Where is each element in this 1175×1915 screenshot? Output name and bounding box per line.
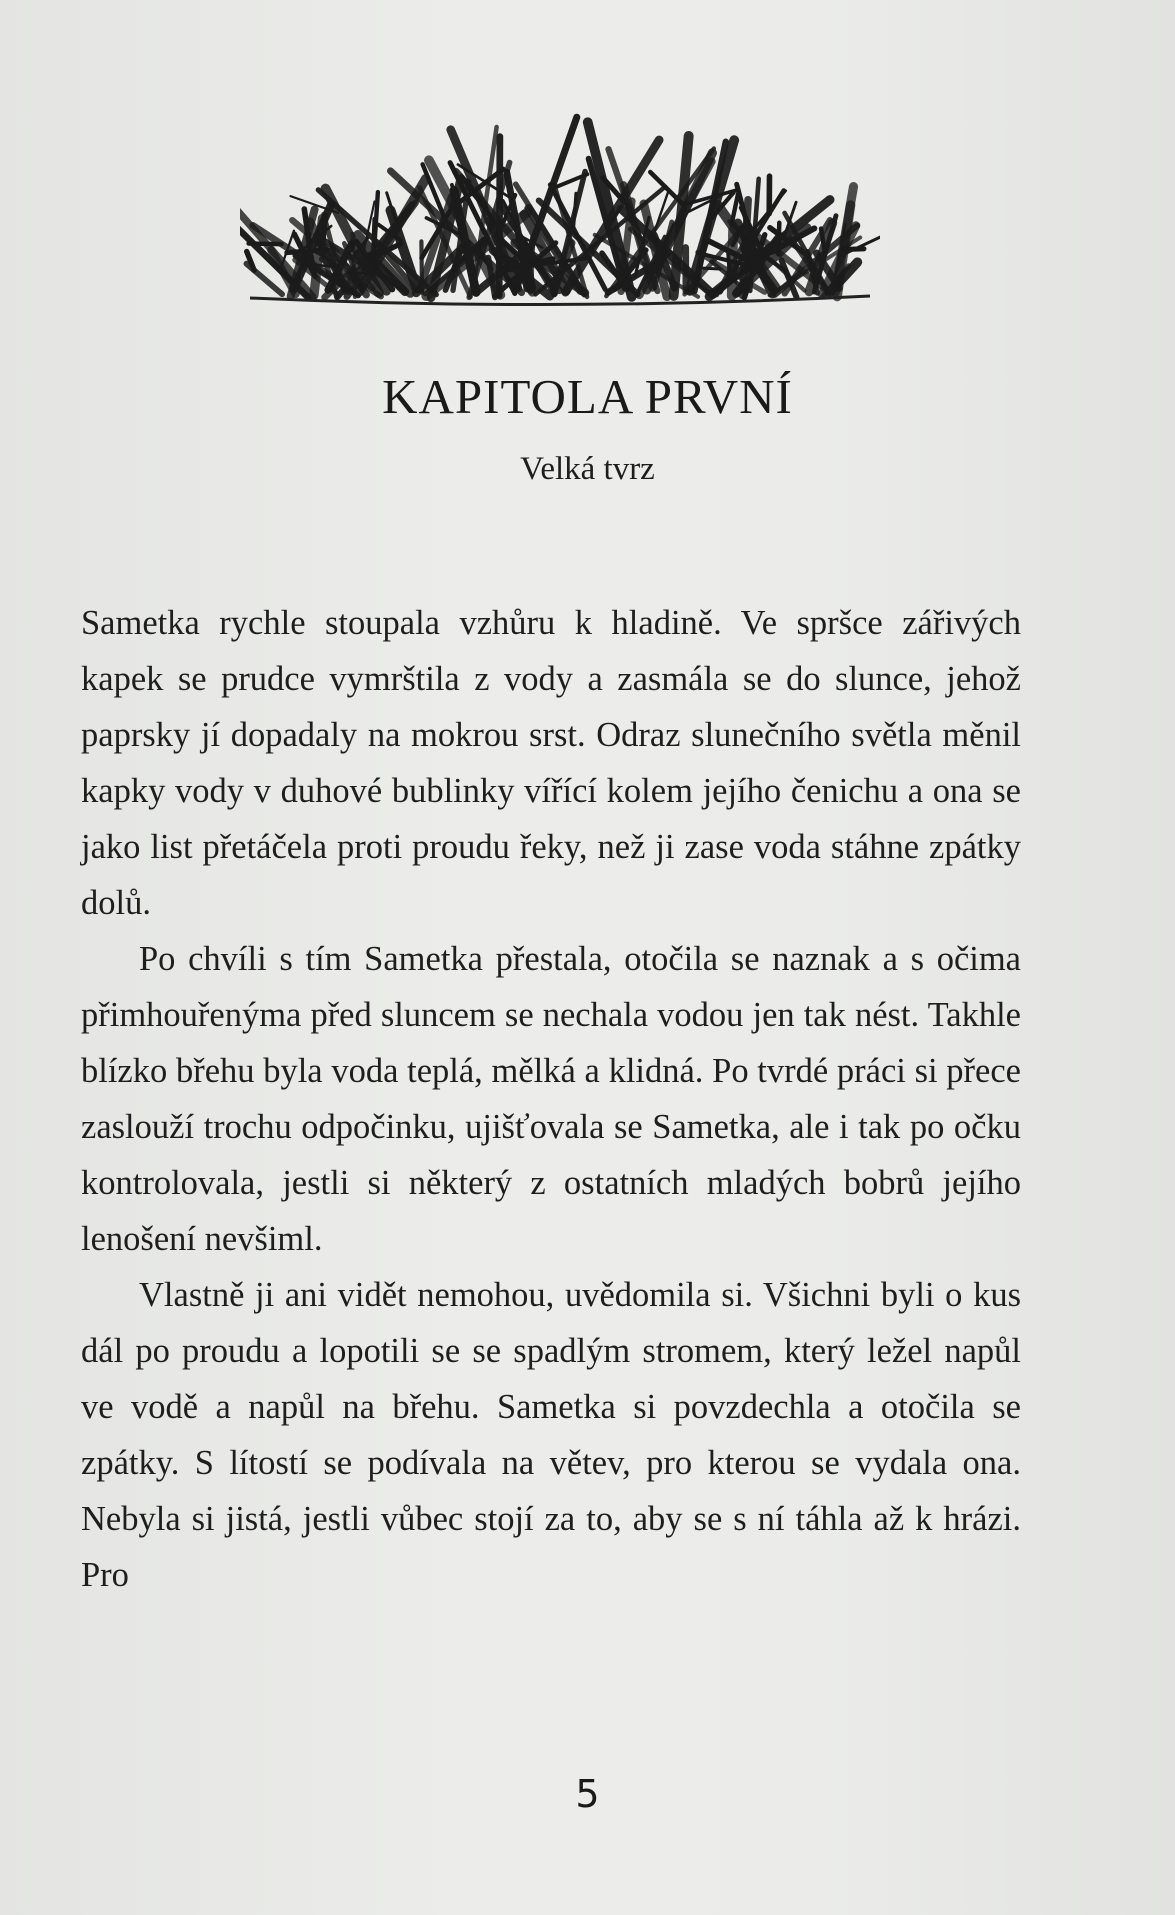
paragraph-3: Vlastně ji ani vidět nemohou, uvědomila si. Všichni byli o kus dál po proudu a lopotili se se spadlým stromem, který ležel napůl ve vodě a napůl na břehu. Sametka si povzdechla a otočila se zpátky. S lítostí se podívala na větev, pro kterou se vydala ona. Nebyla si jistá, jestli vůbec stojí za to, aby se s ní táhla až k hrázi. Pro bbox=[81, 1276, 1021, 1594]
reed-bush-illustration bbox=[240, 60, 880, 322]
chapter-subtitle: Velká tvrz bbox=[520, 451, 655, 487]
paragraph-1: Sametka rychle stoupala vzhůru k hladině. Ve spršce zářivých kapek se prudce vymrštila z vody a zasmála se do slunce, jehož paprsky jí dopadaly na mokrou srst. Odraz slunečního světla měnil kapky vody v duhové bublinky vířící kolem jejího čenichu a ona se jako list přetáčela proti proudu řeky, než ji zase voda stáhne zpátky dolů. bbox=[81, 604, 1021, 922]
paragraph-2: Po chvíli s tím Sametka přestala, otočila se naznak a s očima přimhouřenýma před sluncem se nechala vodou jen tak nést. Takhle blízko břehu byla voda teplá, mělká a klidná. Po tvrdé práci si přece zaslouží trochu odpočinku, ujišťovala se Sametka, ale i tak po očku kontrolovala, jestli si některý z ostatních mladých bobrů jejího lenošení nevšiml. bbox=[81, 940, 1021, 1258]
page-number: 5 bbox=[575, 1772, 600, 1816]
body-text bbox=[81, 595, 1021, 1603]
chapter-title: KAPITOLA PRVNÍ bbox=[382, 369, 793, 424]
